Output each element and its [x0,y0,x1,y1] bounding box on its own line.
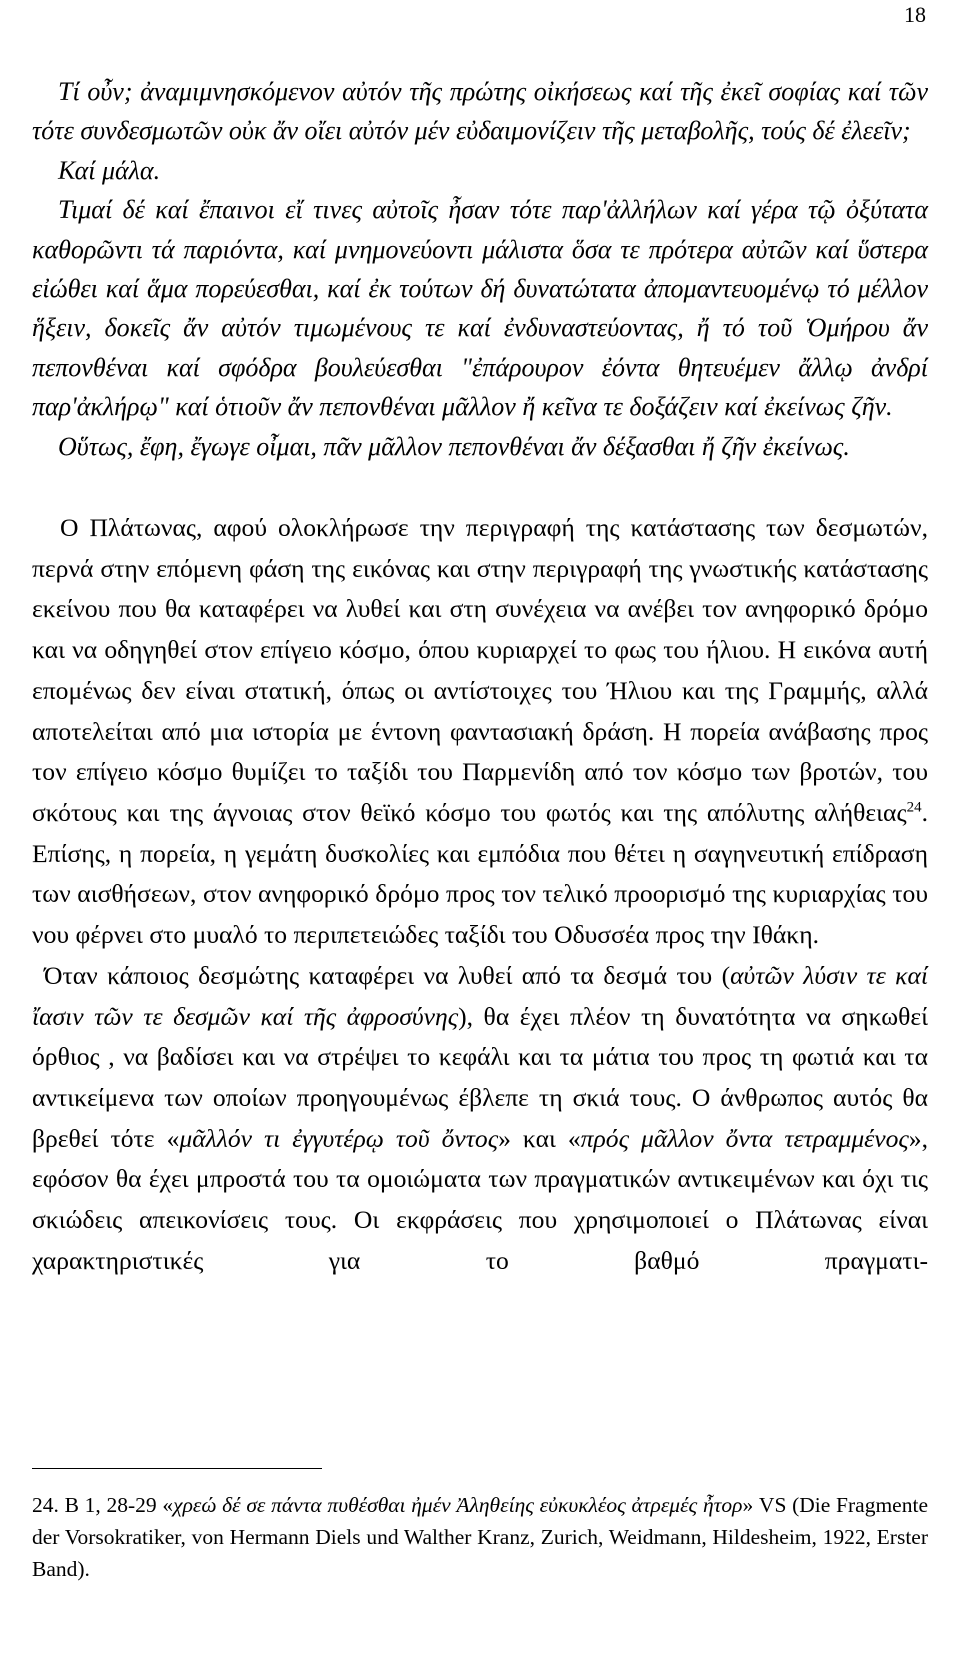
body-text-run: . Επίσης, η πορεία, η γεμάτη δυσκολίες και εμπόδια που θέτει η σαγηνευτική επίδραση των αισθήσεων, στον ανηφορικό δρόμο προς τον τελικό προορισμό της κυριαρχίας του νου φέρνει στο μυαλό το περιπετειώδες ταξίδι του Οδυσσέα προς την Ιθάκη. [32,797,928,950]
footnote-reference[interactable]: 24 [906,799,922,816]
quote-paragraph: Καί μάλα. [58,155,161,185]
body-paragraph [32,956,928,1282]
greek-inline-quote: μᾶλλόν τι ἐγγυτέρῳ τοῦ ὄντος [179,1123,499,1153]
page-number: 18 [904,2,926,27]
footnote-separator [32,1468,322,1469]
footnote-label: 24. B 1, 28-29 « [32,1493,174,1517]
body-text-run: » και « [498,1123,581,1153]
body-text-run: Όταν κάποιος δεσμώτης καταφέρει να λυθεί από τα δεσμά του ( [44,960,731,990]
footnote [32,1489,928,1585]
body-text-run: ), θα έχει πλέον τη δυνατότητα να σηκωθεί όρθιος , να βαδίσει και να στρέψει το κεφάλι και τα μάτια του προς τη φωτιά και τα αντικείμενα των οποίων προηγουμένως έβλεπε τη σκιά τους. Ο άνθρωπος αυτός θα βρεθεί τότε « [32,1001,929,1153]
body-paragraph [32,508,928,956]
body-text-run: Ο Πλάτωνας, αφού ολοκλήρωσε την περιγραφή της κατάστασης των δεσμωτών, περνά στην επόμενη φάση της εικόνας και στην περιγραφή της γνωστικής κατάστασης εκείνου που θα καταφέρει να λυθεί και στη συνέχεια να ανέβει τον ανηφορικό δρόμο και να οδηγηθεί στον επίγειο κόσμο, όπου κυριαρχεί το φως του ήλιου. Η εικόνα αυτή επομένως δεν είναι στατική, όπως οι αντίστοιχες του Ήλιου και της Γραμμής, αλλά αποτελείται από μια ιστορία με έντονη φαντασιακή δράση. Η πορεία ανάβασης προς τον επίγειο κόσμο θυμίζει το ταξίδι του Παρμενίδη από τον κόσμο των βροτών, του σκότους και της άγνοιας στον θεϊκό κόσμο του φωτός και της απόλυτης αλήθειας [32,513,928,827]
greek-inline-quote: πρός μᾶλλον ὄντα τετραμμένος [580,1123,909,1153]
footnote-greek-quote: χρεώ δέ σε πάντα πυθέσθαι ἠμέν Ἀληθείης εὐκυκλέος ἀτρεμές ἦτορ [173,1493,743,1517]
greek-inline-quote: αὐτῶν λύσιν τε καί ἴασιν τῶν τε δεσμῶν καί τῆς ἀφροσύνης [32,960,929,1031]
quote-paragraph: Τί οὖν; ἀναμιμνησκόμενον αὐτόν τῆς πρώτης οἰκήσεως καί τῆς ἐκεῖ σοφίας καί τῶν τότε συνδεσμωτῶν οὐκ ἄν οἴει αὐτόν μέν εὐδαιμονίζειν τῆς μεταβολῆς, τούς δέ ἐλεεῖν; [32,77,928,146]
quote-paragraph: Οὕτως, ἔφη, ἔγωγε οἶμαι, πᾶν μᾶλλον πεπονθέναι ἄν δέξασθαι ἤ ζῆν ἐκείνως. [58,431,850,461]
body-text [32,508,928,1281]
greek-quote-block [32,72,928,466]
quote-paragraph: Τιμαί δέ καί ἔπαινοι εἴ τινες αὐτοῖς ἦσαν τότε παρ'ἀλλήλων καί γέρα τῷ ὀξύτατα καθορῶντι τά παριόντα, καί μνημονεύοντι μάλιστα ὅσα τε πρότερα αὐτῶν καί ὕστερα εἰώθει καί ἅμα πορεύεσθαι, καί ἐκ τούτων δή δυνατώτατα ἀπομαντευομένῳ τό μέλλον ἥξειν, δοκεῖς ἄν αὐτόν τιμωμένους τε καί ἐνδυναστεύοντας, ἤ τό τοῦ Ὁμήρου ἄν πεπονθέναι καί σφόδρα βουλεύεσθαι "ἐπάρουρον ἐόντα θητευέμεν ἄλλῳ ἀνδρί παρ'ἀκλήρῳ" καί ὁτιοῦν ἄν πεπονθέναι μᾶλλον ἤ κεῖνα τε δοξάζειν καί ἐκείνως ζῆν. [32,195,928,422]
body-text-run: », εφόσον θα έχει μπροστά του τα ομοιώματα των πραγματικών αντικειμένων και όχι τις σκιώδεις απεικονίσεις τους. Οι εκφράσεις που χρησιμοποιεί ο Πλάτωνας είναι χαρακτηριστικές για το βαθμό πραγματι- [32,1123,928,1275]
page-content [32,72,928,1281]
footnote-text: » VS (Die Fragmente der Vorsokratiker, von Hermann Diels und Walther Kranz, Zurich, Weidmann, Hildesheim, 1922, Erster Band). [32,1493,928,1581]
